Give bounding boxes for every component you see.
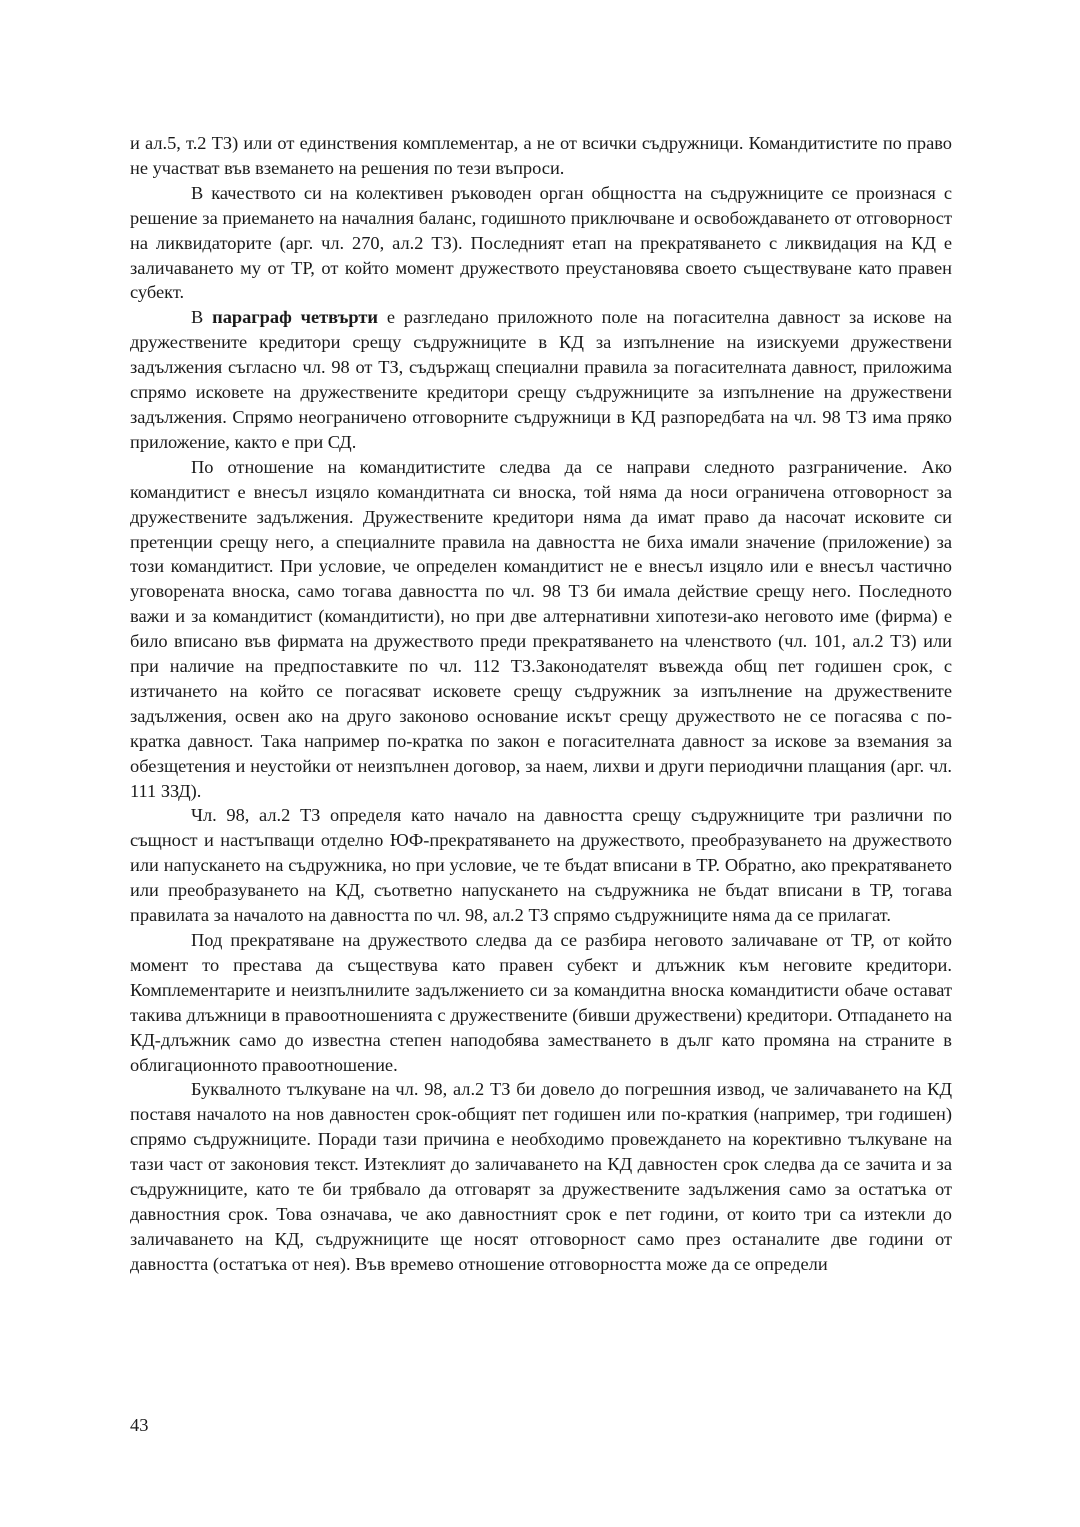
- paragraph-3: По отношение на командитистите следва да се направи следното разграничение. Ако командитист е внесъл изцяло командитната си вноска, той няма да носи ограничена отговорност за дружествените задължения. Дружествените кредитори няма да имат право да насочат исковите си претенции срещу него, а специалните правила на давността не биха имали значение (приложение) за този командитист. При условие, че определен командитист не е внесъл изцяло или е внесъл частично уговорената вноска, само тогава давността по чл. 98 ТЗ би имала действие срещу него. Последното важи и за командитист (командитисти), но при две алтернативни хипотези-ако неговото име (фирма) е било вписано във фирмата на дружеството преди прекратяването на членството (чл. 101, ал.2 ТЗ) или при наличие на предпоставките по чл. 112 ТЗ.Законодателят въвежда общ пет годишен срок, с изтичането на който се погасяват исковете срещу съдружник за изпълнение на дружествените задължения, освен ако на друго законово основание искът срещу дружеството не се погасява с по-кратка давност. Така например по-кратка по закон е погасителната давност за искове за вземания за обезщетения и неустойки от неизпълнен договор, за наем, лихви и други периодични плащания (арг. чл. 111 ЗЗД).: [130, 456, 952, 801]
- paragraph-0: и ал.5, т.2 ТЗ) или от единствения комплементар, а не от всички съдружници. Командитистите по право не участват във вземането на решения по тези въпроси.: [130, 133, 952, 178]
- paragraph-2-lead: В: [191, 307, 204, 328]
- paragraph-5: Под прекратяване на дружеството следва да се разбира неговото заличаване от ТР, от който момент то престава да съществува като правен субект и длъжник към неговите кредитори. Комплементарите и неизпълнилите задължението си за командитна вноска командитисти обаче остават такива длъжници в правоотношенията с дружествените (бивши дружествени) кредитори. Отпадането на КД-длъжник само до известна степен наподобява заместването в дълг като промяна на страните в облигационното правоотношение.: [130, 930, 952, 1075]
- paragraph-4: Чл. 98, ал.2 ТЗ определя като начало на давността срещу съдружниците три различни по същност и настъпващи отделно ЮФ-прекратяването на дружеството, преобразуването на дружеството или напускането на съдружника, но при условие, че те бъдат вписани в ТР. Обратно, ако прекратяването или преобразуването на КД, съответно напускането на съдружника не бъдат вписани в ТР, тогава правилата за началото на давността по чл. 98, ал.2 ТЗ спрямо съдружниците няма да се прилагат.: [130, 805, 952, 926]
- body-text: [130, 131, 952, 1277]
- paragraph-2-text: е разгледано приложното поле на погасителна давност за искове на дружествените кредитори срещу съдружниците в КД за изпълнение на изискуеми дружествени задължения съгласно чл. 98 от ТЗ, съдържащ специални правила за погасителната давност, приложима спрямо исковете на дружествените кредитори срещу съдружниците за изпълнение на дружествени задължения. Спрямо неограничено отговорните съдружници в КД разпоредбата на чл. 98 ТЗ има пряко приложение, както е при СД.: [130, 307, 952, 452]
- paragraph-1: В качеството си на колективен ръководен орган общността на съдружниците се произнася с решение за приемането на началния баланс, годишното приключване и освобождаването от отговорност на ликвидаторите (арг. чл. 270, ал.2 ТЗ). Последният етап на прекратяването с ликвидация на КД е заличаването му от ТР, от който момент дружеството преустановява своето съществуване като правен субект.: [130, 182, 952, 303]
- paragraph-2-bold-heading: параграф четвърти: [212, 307, 378, 328]
- page-number: 43: [130, 1415, 149, 1435]
- paragraph-2: [130, 305, 952, 454]
- paragraph-6: Буквалното тълкуване на чл. 98, ал.2 ТЗ би довело до погрешния извод, че заличаването на КД поставя началото на нов давностен срок-общият пет годишен или по-краткия (например, три годишен) спрямо съдружниците. Поради тази причина е необходимо провеждането на корективно тълкуване на тази част от законовия текст. Изтеклият до заличаването на КД давностен срок следва да се зачита и за съдружниците, като те би трябвало да отговарят за дружествените задължения само за остатъка от давностния срок. Това означава, че ако давностният срок е пет години, от които три са изтекли до заличаването на КД, съдружниците ще носят отговорност само през останалите две години от давността (остатъка от нея). Във времево отношение отговорността може да се определи: [130, 1079, 952, 1274]
